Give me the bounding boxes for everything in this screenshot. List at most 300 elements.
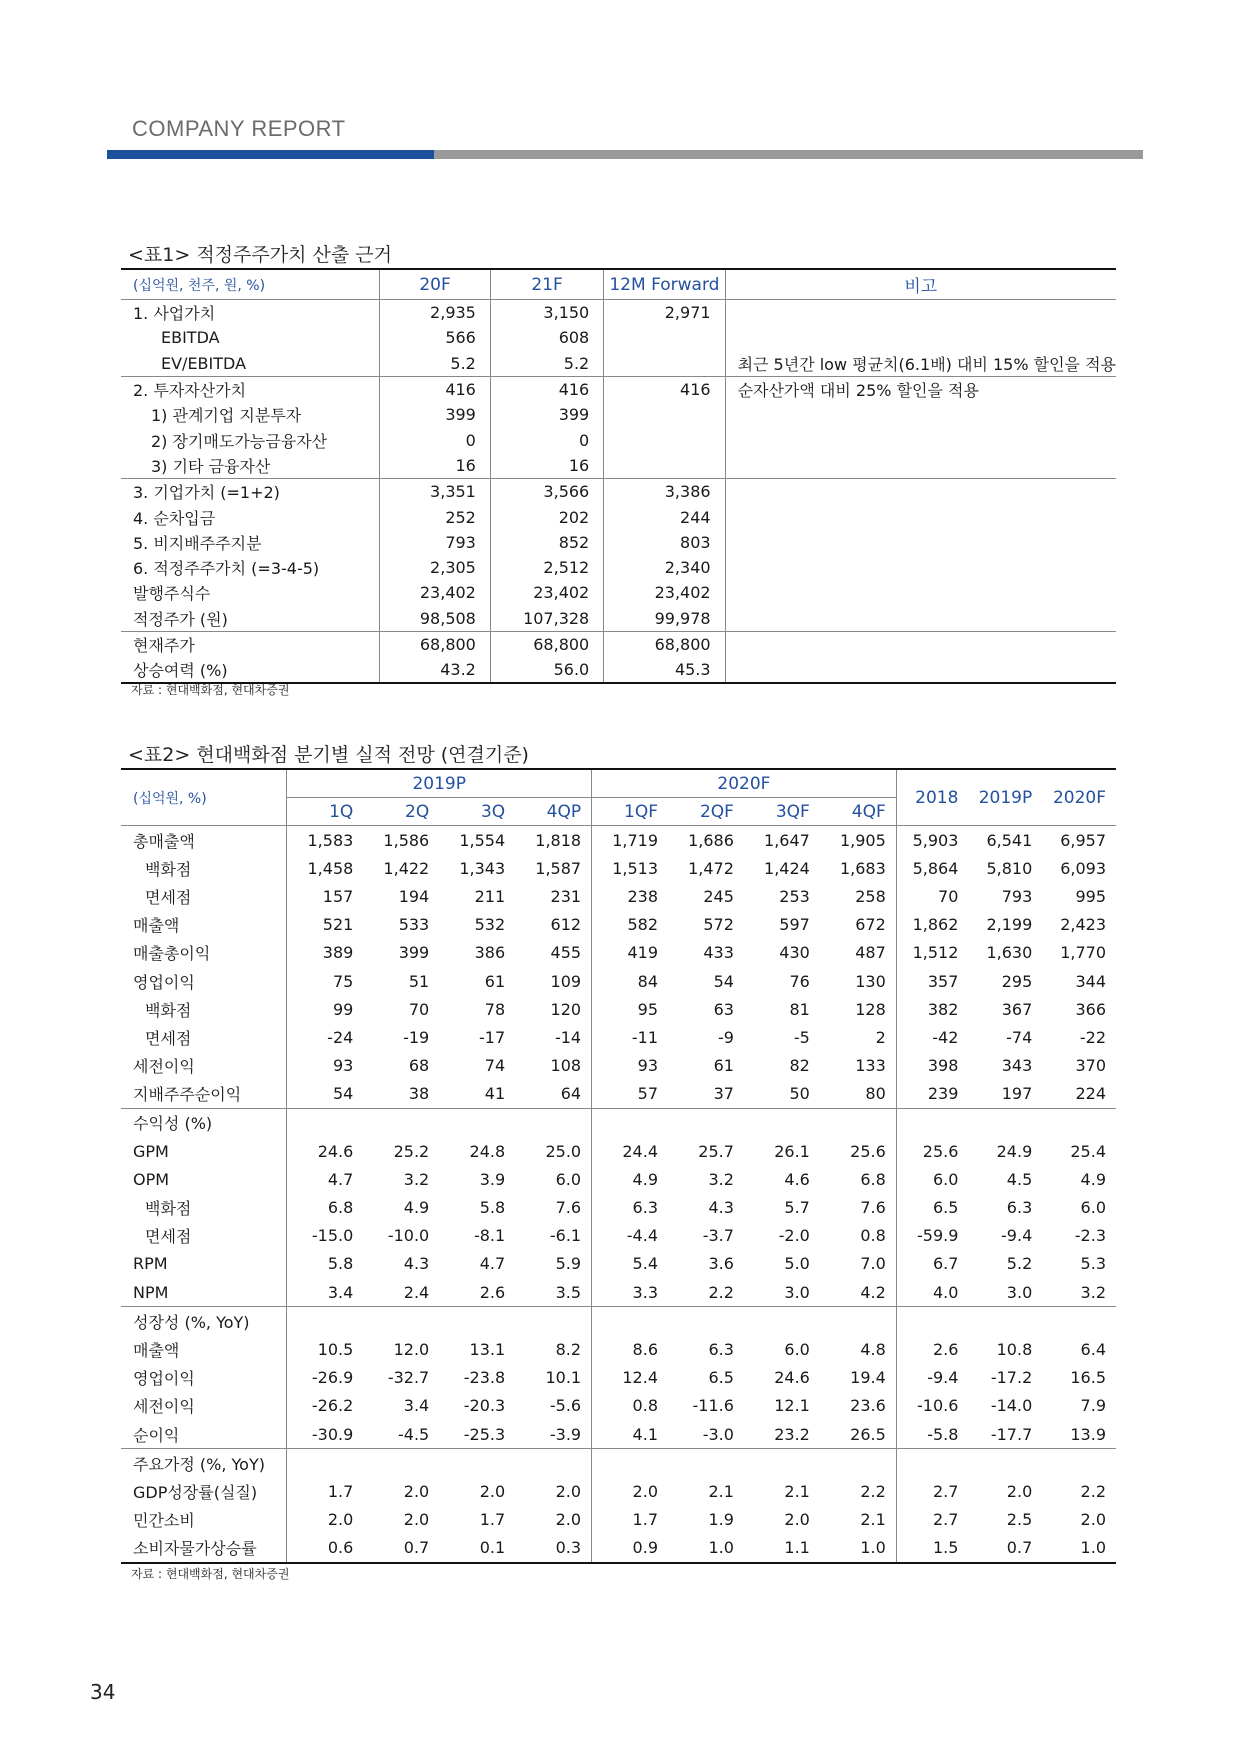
cell-value: 1.7 — [287, 1477, 363, 1505]
table-row — [121, 300, 1116, 326]
cell-value: 2,971 — [604, 300, 725, 326]
cell-value: 231 — [550, 886, 582, 906]
cell-value: -3.9 — [549, 1424, 582, 1444]
cell-value: 8.6 — [592, 1335, 668, 1363]
table-row — [121, 555, 1116, 580]
cell-value: 6.3 — [708, 1339, 734, 1359]
table2-source: 자료 : 현대백화점, 현대차증권 — [131, 1567, 290, 1581]
cell-value: -24 — [287, 1023, 363, 1051]
cell-value: 76 — [789, 971, 810, 991]
table-row — [121, 1449, 1116, 1478]
cell-value: 3.2 — [403, 1169, 430, 1189]
cell-value: -59.9 — [896, 1222, 968, 1250]
cell-value: 344 — [1075, 971, 1106, 991]
table-row — [121, 530, 1116, 555]
cell-value: 1,905 — [839, 830, 886, 850]
cell-value: 224 — [1075, 1084, 1106, 1104]
table-row — [121, 1307, 1116, 1336]
cell-value: -26.2 — [287, 1392, 363, 1420]
row-label: 주요가정 (%, YoY) — [121, 1449, 287, 1478]
row-label: NPM — [133, 1282, 169, 1302]
cell-value: 12.0 — [393, 1339, 430, 1359]
row-note — [725, 300, 1116, 326]
cell-value: 2.7 — [896, 1506, 968, 1534]
cell-value: 238 — [592, 882, 668, 910]
cell-value: 244 — [604, 504, 725, 529]
cell-value: 1.7 — [592, 1506, 668, 1534]
cell-value: 12.4 — [592, 1364, 668, 1392]
cell-value: 6.3 — [592, 1193, 668, 1221]
cell-value: 1.0 — [1080, 1538, 1106, 1558]
row-label: GDP성장률(실질) — [133, 1482, 258, 1502]
cell-value: 24.8 — [469, 1141, 506, 1161]
cell-value: -30.9 — [287, 1420, 363, 1449]
cell-value: 4.9 — [592, 1165, 668, 1193]
cell-value: 852 — [490, 530, 603, 555]
cell-value: -11.6 — [692, 1396, 734, 1416]
cell-value: 382 — [896, 995, 968, 1023]
cell-value: 1,683 — [839, 858, 886, 878]
cell-value: 4.7 — [479, 1254, 506, 1274]
cell-value: 2.0 — [479, 1481, 506, 1501]
cell-value: 398 — [896, 1052, 968, 1080]
cell-value: 130 — [855, 971, 886, 991]
table-row — [121, 967, 1116, 995]
cell-value: 2,340 — [604, 555, 725, 580]
header-divider-bar — [107, 150, 1143, 159]
quarter-header: 2Q — [363, 798, 439, 826]
row-label: 면세점 — [145, 1227, 192, 1247]
cell-value: 582 — [592, 911, 668, 939]
cell-value: 2,199 — [986, 915, 1033, 935]
cell-value: 68,800 — [604, 631, 725, 657]
table2-unit: (십억원, %) — [121, 769, 287, 826]
annual-header: 2018 — [896, 769, 968, 826]
cell-value: 419 — [592, 939, 668, 967]
cell-value: 4.0 — [896, 1278, 968, 1307]
cell-value: -11 — [592, 1023, 668, 1051]
row-label: 2) 장기매도가능금융자산 — [151, 431, 328, 451]
cell-value: 253 — [779, 886, 810, 906]
cell-value: 10.5 — [287, 1335, 363, 1363]
cell-value: 295 — [1001, 971, 1033, 991]
cell-value: -3.0 — [702, 1424, 734, 1444]
annual-header: 2020F — [1042, 769, 1116, 826]
cell-value: 7.6 — [555, 1198, 582, 1218]
cell-value: 1,458 — [287, 854, 363, 882]
cell-value: -6.1 — [549, 1226, 582, 1246]
cell-value: 23,402 — [380, 580, 491, 605]
cell-value — [287, 1108, 363, 1137]
cell-value: 68,800 — [380, 631, 491, 657]
cell-value: -5 — [793, 1027, 810, 1047]
table-row — [121, 504, 1116, 529]
cell-value: 5.2 — [380, 351, 491, 377]
quarter-header: 1Q — [287, 798, 363, 826]
row-label: 지배주주순이익 — [133, 1085, 242, 1105]
cell-value — [668, 1449, 744, 1478]
cell-value: 70 — [896, 882, 968, 910]
cell-value — [968, 1449, 1042, 1478]
table-row — [121, 882, 1116, 910]
cell-value: 1,586 — [383, 830, 430, 850]
row-note — [725, 631, 1116, 657]
cell-value: 2.1 — [784, 1481, 810, 1501]
row-label: 면세점 — [145, 1028, 192, 1048]
table1-unit: (십억원, 천주, 원, %) — [121, 269, 380, 300]
cell-value: 4.6 — [784, 1169, 810, 1189]
cell-value: 13.9 — [1070, 1424, 1106, 1444]
cell-value: -9.4 — [1001, 1226, 1033, 1246]
table-row — [121, 580, 1116, 605]
cell-value: 6.4 — [1080, 1339, 1106, 1359]
cell-value: 2.0 — [1006, 1481, 1033, 1501]
table-row — [121, 351, 1116, 377]
row-label: 2. 투자자산가치 — [121, 376, 380, 402]
cell-value: 1,686 — [688, 830, 734, 850]
cell-value: 4.1 — [592, 1420, 668, 1449]
cell-value: 61 — [713, 1056, 734, 1076]
table-row — [121, 453, 1116, 479]
cell-value — [744, 1108, 820, 1137]
cell-value — [515, 1449, 591, 1478]
cell-value: 1,554 — [459, 830, 506, 850]
cell-value: 3,566 — [490, 479, 603, 505]
table-row — [121, 657, 1116, 683]
year-group-header: 2019P — [287, 769, 592, 798]
cell-value — [896, 1307, 968, 1336]
cell-value — [604, 402, 725, 427]
cell-value: 24.6 — [287, 1137, 363, 1165]
cell-value: -14.0 — [990, 1396, 1033, 1416]
table-row — [121, 1080, 1116, 1109]
cell-value: 416 — [490, 376, 603, 402]
cell-value: 68,800 — [490, 631, 603, 657]
cell-value: 1.1 — [784, 1538, 810, 1558]
cell-value: 0 — [380, 427, 491, 452]
table-row — [121, 427, 1116, 452]
cell-value: 0.7 — [1006, 1538, 1033, 1558]
cell-value — [668, 1307, 744, 1336]
quarter-header: 2QF — [668, 798, 744, 826]
table-row — [121, 631, 1116, 657]
cell-value — [820, 1307, 896, 1336]
cell-value: 8.2 — [555, 1339, 582, 1359]
cell-value: 4.5 — [1006, 1169, 1033, 1189]
cell-value: 2,305 — [380, 555, 491, 580]
cell-value: 5.9 — [555, 1254, 582, 1274]
cell-value — [287, 1307, 363, 1336]
cell-value — [439, 1449, 515, 1478]
table1-col-header: 비고 — [725, 269, 1116, 300]
cell-value — [363, 1307, 439, 1336]
cell-value: 430 — [779, 943, 810, 963]
cell-value: 95 — [592, 995, 668, 1023]
cell-value — [1042, 1307, 1116, 1336]
cell-value: 43.2 — [380, 657, 491, 683]
table-row — [121, 1278, 1116, 1307]
cell-value: 82 — [789, 1056, 810, 1076]
table-row — [121, 1477, 1116, 1505]
cell-value: 1,862 — [896, 911, 968, 939]
cell-value: 0.1 — [479, 1538, 506, 1558]
row-label: 영업이익 — [133, 972, 195, 992]
cell-value: 25.0 — [545, 1141, 582, 1161]
cell-value: 386 — [474, 943, 506, 963]
cell-value — [744, 1307, 820, 1336]
cell-value: 45.3 — [604, 657, 725, 683]
cell-value: 4.3 — [403, 1254, 430, 1274]
cell-value: -4.5 — [398, 1424, 430, 1444]
cell-value: 2.2 — [708, 1282, 734, 1302]
cell-value: 6.0 — [1080, 1198, 1106, 1218]
cell-value: -20.3 — [463, 1396, 506, 1416]
cell-value: -5.8 — [896, 1420, 968, 1449]
table-row — [121, 325, 1116, 350]
cell-value: 793 — [380, 530, 491, 555]
cell-value — [363, 1449, 439, 1478]
cell-value: 3.4 — [403, 1396, 430, 1416]
cell-value: -17.2 — [990, 1368, 1033, 1388]
row-note — [725, 504, 1116, 529]
cell-value: 157 — [287, 882, 363, 910]
row-note: 최근 5년간 low 평균치(6.1배) 대비 15% 할인을 적용 — [725, 351, 1116, 377]
cell-value: 3.2 — [1080, 1282, 1106, 1302]
cell-value: -17.7 — [990, 1424, 1033, 1444]
cell-value: 1,472 — [688, 858, 734, 878]
quarter-header: 3QF — [744, 798, 820, 826]
row-label: EV/EBITDA — [161, 353, 247, 373]
cell-value: 16 — [380, 453, 491, 479]
cell-value: 1,424 — [764, 858, 810, 878]
cell-value: 5.2 — [490, 351, 603, 377]
cell-value: 24.4 — [592, 1137, 668, 1165]
table-row — [121, 854, 1116, 882]
row-label: GPM — [133, 1141, 169, 1161]
cell-value: -9.4 — [896, 1364, 968, 1392]
cell-value: 2.5 — [1006, 1510, 1033, 1530]
cell-value: 608 — [490, 325, 603, 350]
cell-value: 389 — [287, 939, 363, 967]
cell-value: 7.9 — [1080, 1396, 1106, 1416]
cell-value: -23.8 — [463, 1368, 506, 1388]
cell-value — [896, 1449, 968, 1478]
cell-value: 2.7 — [896, 1477, 968, 1505]
row-label: 백화점 — [145, 1000, 192, 1020]
cell-value — [968, 1108, 1042, 1137]
cell-value: 399 — [380, 402, 491, 427]
cell-value: 4.2 — [860, 1282, 886, 1302]
cell-value: 197 — [1001, 1084, 1033, 1104]
row-note — [725, 479, 1116, 505]
cell-value: -32.7 — [387, 1368, 430, 1388]
cell-value — [820, 1108, 896, 1137]
cell-value: 239 — [896, 1080, 968, 1109]
cell-value: 56.0 — [490, 657, 603, 683]
table2-title: <표2> 현대백화점 분기별 실적 전망 (연결기준) — [128, 744, 529, 766]
row-label: 매출총이익 — [133, 944, 211, 964]
row-label: RPM — [133, 1254, 168, 1274]
cell-value: 0.8 — [592, 1392, 668, 1420]
cell-value — [439, 1307, 515, 1336]
row-label: 민간소비 — [133, 1511, 195, 1531]
table1-col-header: 20F — [380, 269, 491, 300]
table-row — [121, 939, 1116, 967]
row-label: 적정주가 (원) — [133, 609, 228, 629]
cell-value: 1,587 — [535, 858, 582, 878]
row-label: 순이익 — [133, 1425, 180, 1445]
cell-value: 1,818 — [535, 830, 582, 850]
cell-value: 107,328 — [490, 606, 603, 632]
cell-value: 70 — [408, 999, 430, 1019]
cell-value: 399 — [398, 943, 430, 963]
cell-value: -2.3 — [1074, 1226, 1106, 1246]
cell-value: 1,343 — [459, 858, 506, 878]
cell-value: 2,512 — [490, 555, 603, 580]
cell-value: 572 — [703, 915, 734, 935]
valuation-table — [121, 268, 1116, 684]
cell-value: 6.5 — [896, 1193, 968, 1221]
cell-value: 128 — [855, 999, 886, 1019]
cell-value — [744, 1449, 820, 1478]
row-note — [725, 325, 1116, 350]
cell-value: 2.0 — [555, 1481, 582, 1501]
cell-value: 0.7 — [403, 1538, 430, 1558]
cell-value: 0.6 — [287, 1534, 363, 1563]
quarter-header: 3Q — [439, 798, 515, 826]
cell-value: 6.5 — [708, 1368, 734, 1388]
row-label: 1. 사업가치 — [133, 304, 216, 324]
cell-value: 5.3 — [1080, 1254, 1106, 1274]
cell-value: 38 — [408, 1084, 430, 1104]
cell-value: -22 — [1079, 1027, 1106, 1047]
cell-value: 4.9 — [1080, 1169, 1106, 1189]
cell-value: 5.8 — [479, 1198, 506, 1218]
cell-value: 10.8 — [996, 1339, 1033, 1359]
cell-value: 75 — [287, 967, 363, 995]
cell-value: 25.6 — [896, 1137, 968, 1165]
cell-value: 41 — [484, 1084, 506, 1104]
cell-value: 6,957 — [1060, 830, 1106, 850]
cell-value: 50 — [789, 1084, 810, 1104]
cell-value: 793 — [1001, 886, 1033, 906]
cell-value: 3.0 — [1006, 1282, 1033, 1302]
row-label: 세전이익 — [133, 1057, 195, 1077]
cell-value: 258 — [855, 886, 886, 906]
row-label: 성장성 (%, YoY) — [121, 1307, 287, 1336]
cell-value: -19 — [403, 1027, 430, 1047]
cell-value: -15.0 — [287, 1222, 363, 1250]
cell-value: 597 — [779, 915, 810, 935]
cell-value — [604, 325, 725, 350]
cell-value — [363, 1108, 439, 1137]
cell-value: 25.4 — [1070, 1141, 1106, 1161]
cell-value: 4.8 — [860, 1339, 886, 1359]
cell-value: 10.1 — [545, 1368, 582, 1388]
table-row — [121, 1023, 1116, 1051]
table1-col-header: 12M Forward — [604, 269, 725, 300]
table1-source: 자료 : 현대백화점, 현대차증권 — [131, 683, 290, 697]
table-row — [121, 1534, 1116, 1563]
cell-value: 2.4 — [403, 1282, 430, 1302]
cell-value: 3.0 — [784, 1282, 810, 1302]
row-label: 상승여력 (%) — [133, 661, 228, 681]
cell-value: -74 — [1006, 1027, 1033, 1047]
cell-value: 1,512 — [896, 939, 968, 967]
cell-value: 1,647 — [764, 830, 810, 850]
cell-value: 23.6 — [850, 1396, 886, 1416]
cell-value: -2.0 — [778, 1226, 810, 1246]
cell-value: 6.8 — [287, 1193, 363, 1221]
cell-value: 61 — [484, 971, 506, 991]
cell-value: 194 — [398, 886, 430, 906]
cell-value: 343 — [1001, 1056, 1033, 1076]
row-note — [725, 580, 1116, 605]
cell-value: 1.9 — [708, 1510, 734, 1530]
cell-value: 6.7 — [896, 1250, 968, 1278]
cell-value: -8.1 — [473, 1226, 506, 1246]
cell-value: 521 — [287, 911, 363, 939]
cell-value: 99 — [287, 995, 363, 1023]
cell-value: 2.2 — [860, 1481, 886, 1501]
cell-value: 2.0 — [592, 1477, 668, 1505]
cell-value: 803 — [604, 530, 725, 555]
cell-value: 4.9 — [403, 1198, 430, 1218]
cell-value — [592, 1108, 668, 1137]
quarter-header: 4QF — [820, 798, 896, 826]
cell-value: -4.4 — [592, 1222, 668, 1250]
cell-value: 0.3 — [555, 1538, 582, 1558]
cell-value: 1,422 — [383, 858, 430, 878]
cell-value: 672 — [855, 915, 886, 935]
table-row — [121, 1506, 1116, 1534]
cell-value: 6,541 — [986, 830, 1033, 850]
cell-value: 1,513 — [592, 854, 668, 882]
cell-value: 533 — [398, 915, 430, 935]
cell-value: 23.2 — [774, 1424, 810, 1444]
cell-value: 7.0 — [860, 1254, 886, 1274]
cell-value: 120 — [550, 999, 582, 1019]
table-row — [121, 1222, 1116, 1250]
header-divider-accent — [107, 150, 434, 159]
cell-value: 1.0 — [708, 1538, 734, 1558]
cell-value: 57 — [592, 1080, 668, 1109]
cell-value: 98,508 — [380, 606, 491, 632]
row-note — [725, 657, 1116, 683]
cell-value: 370 — [1075, 1056, 1106, 1076]
cell-value: 26.5 — [850, 1424, 886, 1444]
cell-value: 6.0 — [784, 1339, 810, 1359]
annual-header: 2019P — [968, 769, 1042, 826]
row-label: 매출액 — [133, 1340, 180, 1360]
cell-value: 1,630 — [986, 943, 1033, 963]
cell-value — [515, 1108, 591, 1137]
cell-value: -5.6 — [549, 1396, 582, 1416]
table-row — [121, 995, 1116, 1023]
cell-value: 3.6 — [708, 1254, 734, 1274]
cell-value: 5,903 — [896, 826, 968, 855]
cell-value: 455 — [550, 943, 582, 963]
cell-value: 1.5 — [896, 1534, 968, 1563]
cell-value: 3.9 — [479, 1169, 506, 1189]
cell-value: 3.4 — [287, 1278, 363, 1307]
cell-value: 5,810 — [986, 858, 1033, 878]
cell-value: 995 — [1075, 886, 1106, 906]
row-label: 3) 기타 금융자산 — [151, 456, 271, 476]
cell-value: 6.3 — [1006, 1198, 1033, 1218]
table-row — [121, 1137, 1116, 1165]
cell-value: 3.2 — [708, 1169, 734, 1189]
